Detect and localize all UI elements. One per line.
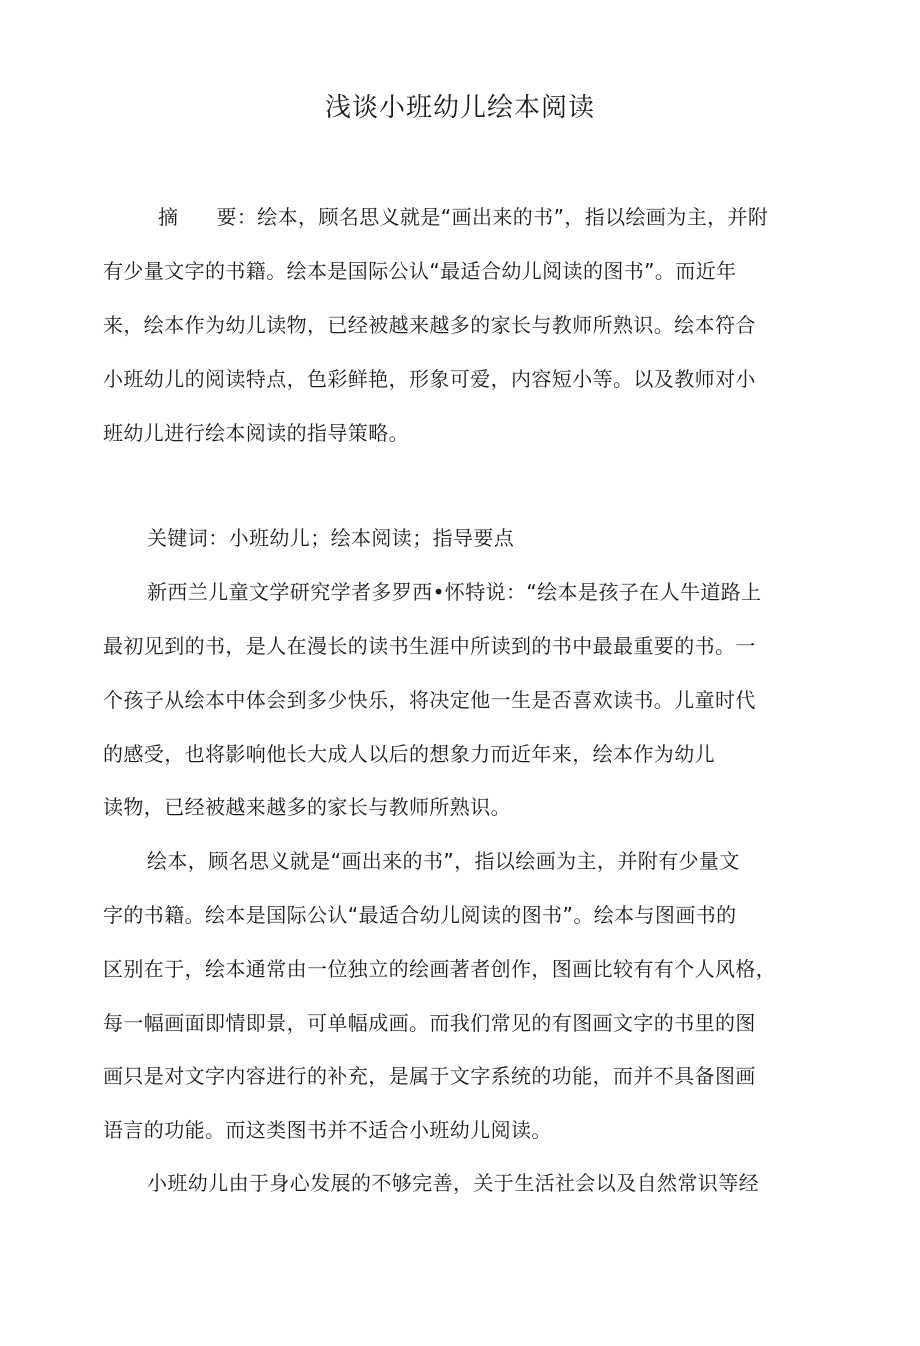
paragraph-2-line-1: 绘本，顾名思义就是“画出来的书”，指以绘画为主，并附有少量文 [147, 849, 740, 873]
abstract-line-4: 小班幼儿的阅读特点，色彩鲜艳，形象可爱，内容短小等。以及教师对小 [103, 367, 756, 391]
abstract-line-2: 有少量文字的书籍。绘本是国际公认“最适合幼儿阅读的图书”。而近年 [103, 259, 737, 283]
paragraph-2-line-2: 字的书籍。绘本是国际公认“最适合幼儿阅读的图书”。绘本与图画书的 [103, 903, 737, 927]
paragraph-2-line-5: 画只是对文字内容进行的补充，是属于文字系统的功能，而并不具备图画 [103, 1064, 756, 1088]
paragraph-1-line-4: 的感受，也将影响他长大成人以后的想象力而近年来，绘本作为幼儿 [103, 742, 715, 766]
paragraph-2-line-3: 区别在于，绘本通常由一位独立的绘画著者创作，图画比较有有个人风格， [103, 957, 777, 981]
paragraph-3-line-1: 小班幼儿由于身心发展的不够完善，关于生活社会以及自然常识等经 [147, 1171, 759, 1195]
paragraph-2-line-6: 语言的功能。而这类图书并不适合小班幼儿阅读。 [103, 1118, 552, 1142]
abstract-line-5: 班幼儿进行绘本阅读的指导策略。 [103, 421, 409, 445]
abstract-line-3: 来，绘本作为幼儿读物，已经被越来越多的家长与教师所熟识。绘本符合 [103, 313, 756, 337]
abstract-label-second: 要 [216, 205, 237, 229]
paragraph-1-line-2: 最初见到的书，是人在漫长的读书生涯中所读到的书中最最重要的书。一 [103, 634, 756, 658]
paragraph-2-line-4: 每一幅画面即情即景，可单幅成画。而我们常见的有图画文字的书里的图 [103, 1011, 756, 1035]
paragraph-1-line-3: 个孩子从绘本中体会到多少快乐，将决定他一生是否喜欢读书。儿童时代 [103, 688, 756, 712]
paragraph-1-line-5: 读物，已经被越来越多的家长与教师所熟识。 [103, 795, 511, 819]
abstract-line-1 [158, 202, 768, 232]
abstract-text: ：绘本，顾名思义就是“画出来的书”，指以绘画为主，并附 [236, 205, 769, 229]
keywords-line: 关键词：小班幼儿；绘本阅读；指导要点 [147, 526, 515, 550]
abstract-label-first: 摘 [158, 205, 179, 229]
document-title: 浅谈小班幼儿绘本阅读 [324, 93, 595, 123]
paragraph-1-line-1: 新西兰儿童文学研究学者多罗西•怀特说：“绘本是孩子在人牛道路上 [147, 580, 762, 604]
